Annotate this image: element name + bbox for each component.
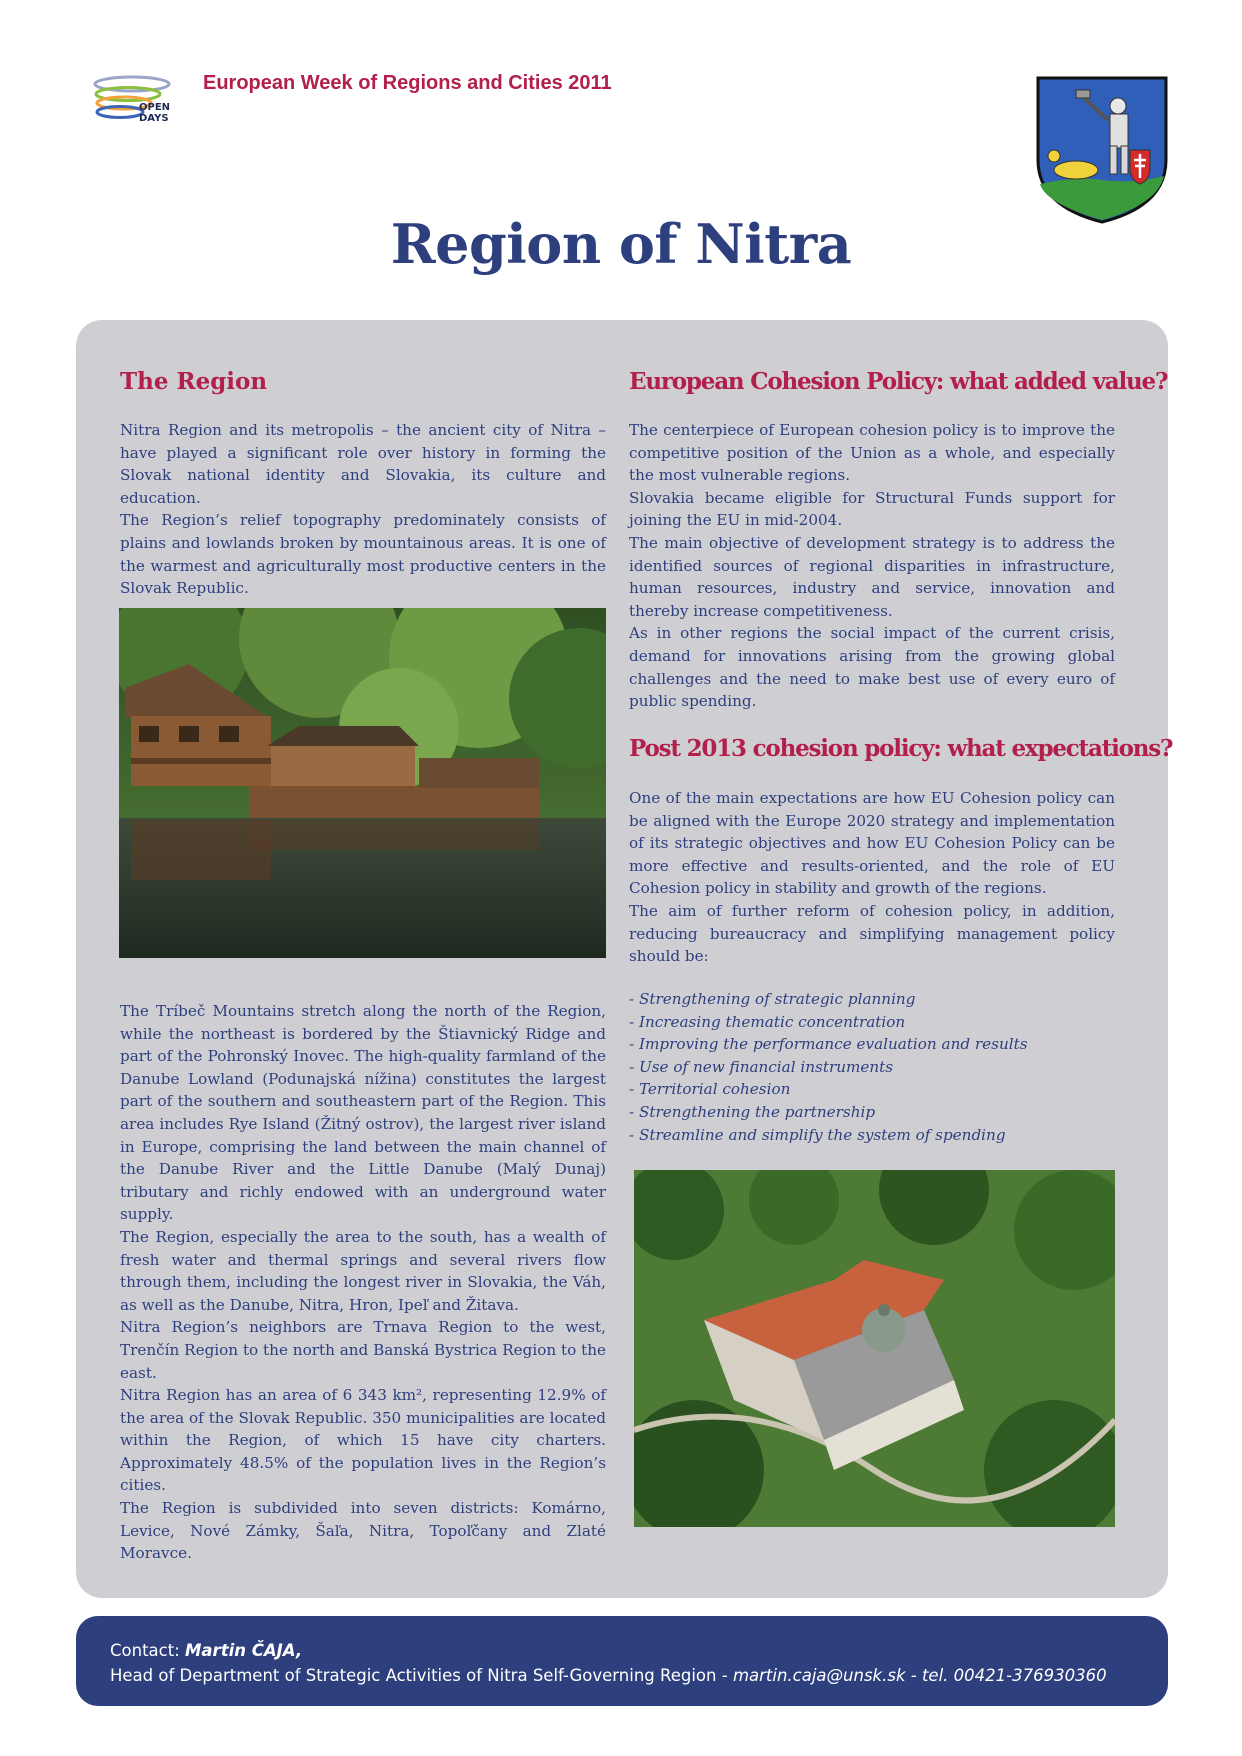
region-intro-paragraph: Nitra Region and its metropolis – the ancient city of Nitra – have played a significant role over history in forming the Slovak national identity and Slovakia, its culture and education. <box>120 421 606 507</box>
region-detail-paragraph: Nitra Region has an area of 6 343 km², representing 12.9% of the area of the Slovak Republic. 350 municipalities are located within the Region, of which 15 have city charters. Approximately 48.5% of the population lives in the Region’s cities. <box>120 1386 606 1495</box>
cohesion-paragraph: The main objective of development strategy is to address the identified sources of regional disparities in infrastructure, human resources, industry and service, innovation and thereby increase competitiveness. <box>629 533 1115 620</box>
section-title-cohesion-policy: European Cohesion Policy: what added value? <box>629 368 1168 395</box>
section-title-post-2013: Post 2013 cohesion policy: what expectations? <box>629 735 1173 762</box>
contact-details-line <box>110 1666 1107 1685</box>
contact-phone: - tel. 00421-376930360 <box>905 1666 1107 1685</box>
expectations-list-item: - Strengthening the partnership <box>629 1102 876 1121</box>
svg-text:OPEN: OPEN <box>139 102 171 113</box>
post-2013-paragraph: One of the main expectations are how EU Cohesion policy can be aligned with the Europe 2020 strategy and implementation of its strategic objectives and how EU Cohesion Policy can be more effective and results-oriented, and the role of EU Cohesion policy in stability and growth of the regions. <box>629 789 1115 898</box>
expectations-list-container <box>629 988 1115 1146</box>
event-title: European Week of Regions and Cities 2011 <box>203 72 612 94</box>
expectations-list-item: - Use of new financial instruments <box>629 1057 894 1076</box>
page-title: Region of Nitra <box>390 212 852 276</box>
region-detail-paragraph: The Tríbeč Mountains stretch along the north of the Region, while the northeast is bordered by the Štiavnický Ridge and part of the Pohronský Inovec. The high-quality farmland of the Danube Lowland (Podunajská nížina) constitutes the largest part of the southern and southeastern part of the Region. This area includes Rye Island (Žitný ostrov), the largest river island in Europe, comprising the land between the main channel of the Danube River and the Little Danube (Malý Dunaj) tributary and richly endowed with an underground water supply. <box>120 1002 606 1224</box>
contact-footer <box>76 1616 1168 1706</box>
expectations-list-item: - Improving the performance evaluation and results <box>629 1035 1028 1054</box>
cohesion-paragraph: As in other regions the social impact of the current crisis, demand for innovations arising from the growing global challenges and the need to make best use of every euro of public spending. <box>629 624 1115 711</box>
region-intro-paragraph: The Region’s relief topography predominately consists of plains and lowlands broken by mountainous areas. It is one of the warmest and agriculturally most productive centers in the Slovak Republic. <box>120 511 606 598</box>
watermill-photo <box>119 608 606 958</box>
post-2013-text <box>629 787 1115 968</box>
cohesion-paragraph: The centerpiece of European cohesion policy is to improve the competitive position of the Union as a whole, and especially the most vulnerable regions. <box>629 421 1115 485</box>
region-detail-paragraph: The Region is subdivided into seven districts: Komárno, Levice, Nové Zámky, Šaľa, Nitra, Topoľčany and Zlaté Moravce. <box>120 1499 606 1563</box>
contact-role: Head of Department of Strategic Activities of Nitra Self-Governing Region - <box>110 1666 733 1685</box>
expectations-list-item: - Territorial cohesion <box>629 1080 791 1099</box>
contact-email-link[interactable]: martin.caja@unsk.sk <box>732 1666 906 1685</box>
region-intro-text <box>120 419 606 600</box>
cohesion-text <box>629 419 1115 713</box>
svg-text:DAYS: DAYS <box>139 113 169 124</box>
contact-label: Contact: <box>110 1641 185 1660</box>
contact-name: Martin ČAJA, <box>185 1641 303 1660</box>
region-detail-text <box>120 1000 606 1565</box>
post-2013-paragraph: The aim of further reform of cohesion policy, in addition, reducing bureaucracy and simplifying management policy should be: <box>629 901 1115 966</box>
coat-of-arms-image <box>1036 76 1168 224</box>
expectations-list-item: - Strengthening of strategic planning <box>629 990 916 1008</box>
expectations-list <box>629 988 1115 1146</box>
contact-line <box>110 1641 302 1660</box>
cohesion-paragraph: Slovakia became eligible for Structural Funds support for joining the EU in mid-2004. <box>629 488 1115 530</box>
region-detail-paragraph: Nitra Region’s neighbors are Trnava Region to the west, Trenčín Region to the north and Banská Bystrica Region to the east. <box>120 1318 606 1382</box>
section-title-the-region: The Region <box>120 368 268 395</box>
region-detail-paragraph: The Region, especially the area to the south, has a wealth of fresh water and thermal springs and several rivers flow through them, including the longest river in Slovakia, the Váh, as well as the Danube, Nitra, Hron, Ipeľ and Žitava. <box>120 1227 606 1314</box>
expectations-list-item: - Increasing thematic concentration <box>629 1012 906 1031</box>
chateau-aerial-photo <box>634 1170 1115 1527</box>
expectations-list-item: - Streamline and simplify the system of spending <box>629 1125 1006 1144</box>
open-days-logo <box>92 74 182 130</box>
